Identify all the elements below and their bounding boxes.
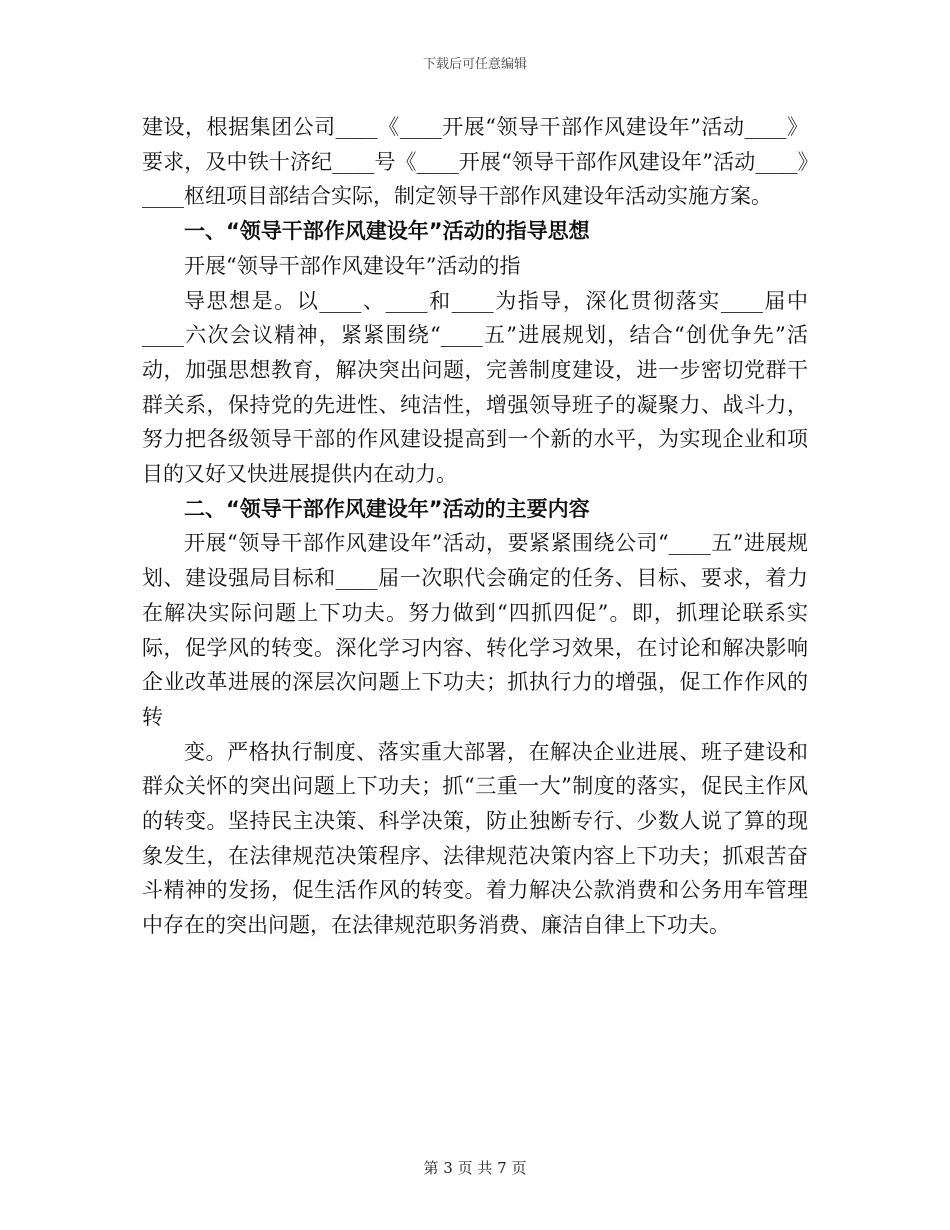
document-body — [142, 110, 808, 943]
page-header-note: 下载后可任意编辑 — [422, 57, 527, 72]
paragraph-main-content: 开展“领导干部作风建设年”活动，要紧紧围绕公司“____五”进展规划、建设强局目标和____届一次职代会确定的任务、目标、要求，着力在解决实际问题上下功夫。努力做到“四抓四促”。即，抓理论联系实际，促学风的转变。深化学习内容、转化学习效果，在讨论和解决影响企业改革进展的深层次问题上下功夫；抓执行力的增强，促工作作风的转 — [142, 531, 808, 729]
paragraph-guiding-thought: 导思想是。以____、____和____为指导，深化贯彻落实____届中____六次会议精神，紧紧围绕“____五”进展规划，结合“创优争先”活动，加强思想教育，解决突出问题，完善制度建设，进一步密切党群干群关系，保持党的先进性、纯洁性，增强领导班子的凝聚力、战斗力，努力把各级领导干部的作风建设提高到一个新的水平，为实现企业和项目的又好又快进展提供内在动力。 — [142, 288, 808, 487]
section-heading-guiding-thought: 一、“领导干部作风建设年”活动的指导思想 — [184, 219, 590, 244]
paragraph-guiding-thought-lead: 开展“领导干部作风建设年”活动的指 — [184, 253, 521, 278]
page-number-footer: 第 3 页 共 7 页 — [423, 1159, 527, 1177]
paragraph-intro: 建设，根据集团公司____《____开展“领导干部作风建设年”活动____》要求，及中铁十济纪____号《____开展“领导干部作风建设年”活动____》____枢纽项目部结合实际，制定领导干部作风建设年活动实施方案。 — [142, 115, 808, 209]
section-heading-main-content: 二、“领导干部作风建设年”活动的主要内容 — [184, 496, 590, 521]
paragraph-main-content-continued: 变。严格执行制度、落实重大部署，在解决企业进展、班子建设和群众关怀的突出问题上下功夫；抓“三重一大”制度的落实，促民主作风的转变。坚持民主决策、科学决策，防止独断专行、少数人说了算的现象发生，在法律规范决策程序、法律规范决策内容上下功夫；抓艰苦奋斗精神的发扬，促生活作风的转变。着力解决公款消费和公务用车管理中存在的突出问题，在法律规范职务消费、廉洁自律上下功夫。 — [142, 739, 808, 938]
